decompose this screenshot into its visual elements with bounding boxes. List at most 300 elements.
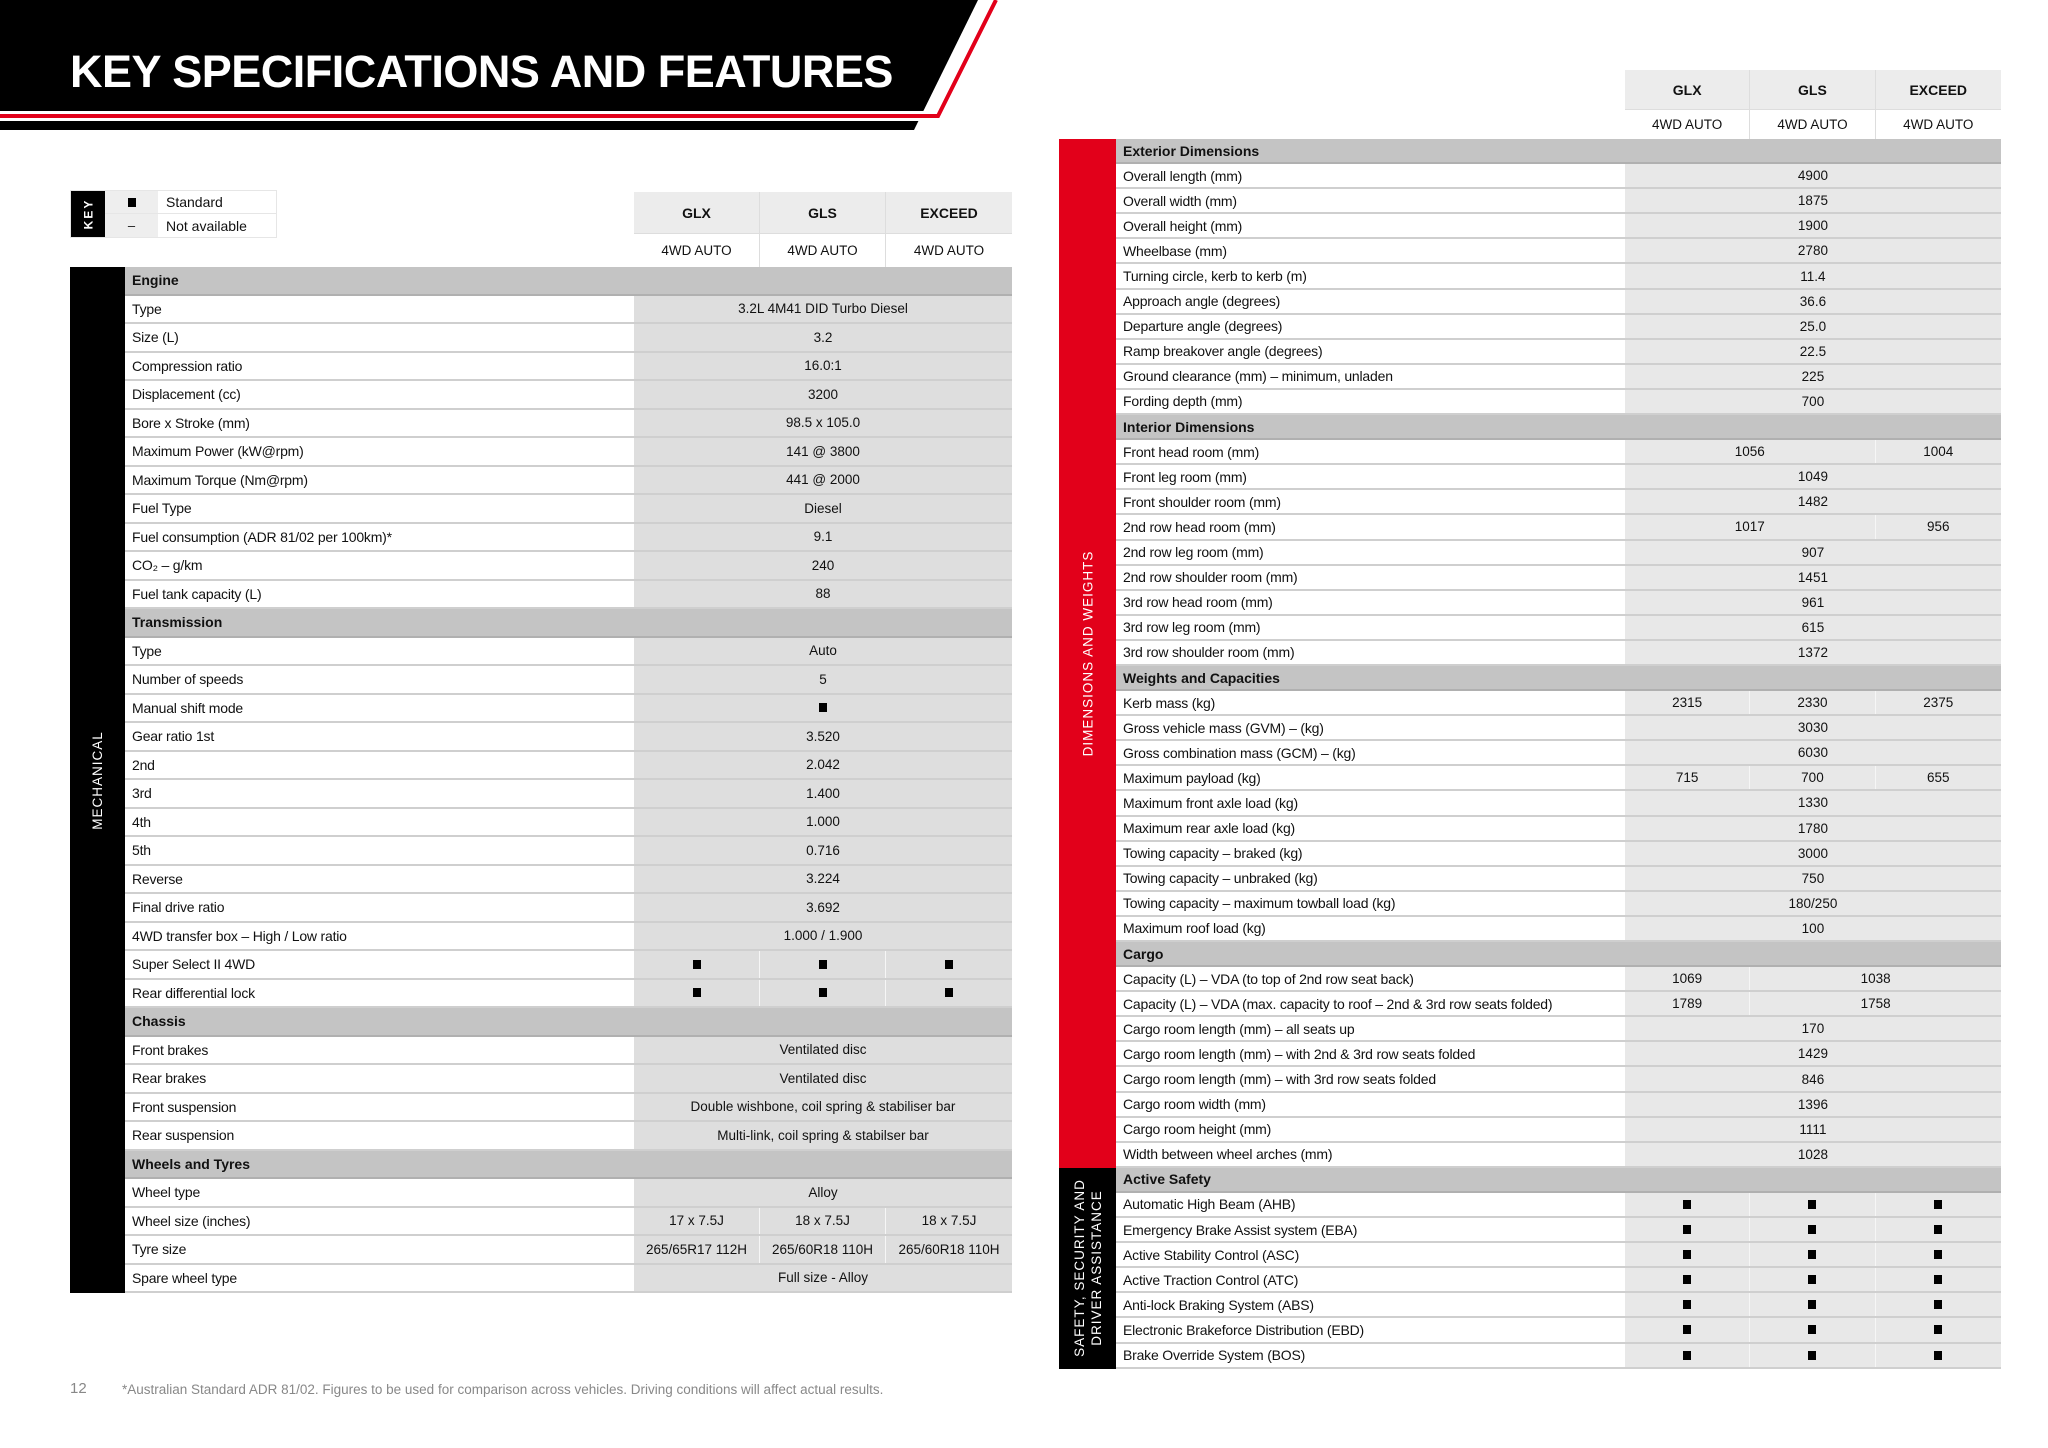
group-label: SAFETY, SECURITY AND DRIVER ASSISTANCE [1071, 1179, 1104, 1358]
table-row [125, 467, 1012, 496]
row-label: Ground clearance (mm) – minimum, unladen [1116, 365, 1625, 388]
row-value: 22.5 [1625, 340, 2001, 363]
table-row [125, 923, 1012, 952]
table-row [1116, 264, 2001, 289]
row-value: 170 [1625, 1017, 2001, 1040]
table-row [125, 324, 1012, 353]
row-label: Front brakes [125, 1037, 634, 1064]
row-value: 5 [634, 666, 1012, 693]
group-sidebar [70, 267, 125, 1293]
row-value: Auto [634, 638, 1012, 665]
table-row [125, 552, 1012, 581]
row-value: 265/60R18 110H [886, 1236, 1012, 1263]
row-label: Ramp breakover angle (degrees) [1116, 340, 1625, 363]
row-label: Type [125, 296, 634, 323]
table-row [125, 410, 1012, 439]
group-label: DIMENSIONS AND WEIGHTS [1080, 550, 1095, 757]
standard-square-icon [1934, 1300, 1942, 1309]
standard-square-icon [1808, 1200, 1816, 1209]
row-value: Multi-link, coil spring & stabilser bar [634, 1122, 1012, 1149]
row-value: 3200 [634, 381, 1012, 408]
table-row [125, 581, 1012, 610]
standard-square-icon [819, 960, 827, 969]
table-row [1116, 917, 2001, 942]
row-label: Rear brakes [125, 1065, 634, 1092]
key-not-available: – Not available [105, 214, 276, 237]
row-label: Active Traction Control (ATC) [1116, 1268, 1625, 1291]
row-value: 1017 [1625, 515, 1876, 538]
standard-square-icon [945, 960, 953, 969]
table-row [1116, 390, 2001, 415]
row-value [1750, 1268, 1875, 1291]
row-label: Compression ratio [125, 353, 634, 380]
group-rows [1116, 139, 2001, 1168]
row-value [1876, 1293, 2001, 1316]
variant-column-exceed [886, 192, 1012, 267]
row-value: 1900 [1625, 214, 2001, 237]
standard-square-icon [1934, 1200, 1942, 1209]
row-value: 3.2L 4M41 DID Turbo Diesel [634, 296, 1012, 323]
row-value: 4900 [1625, 164, 2001, 187]
standard-square-icon [1934, 1325, 1942, 1334]
row-label: Fuel tank capacity (L) [125, 581, 634, 608]
standard-square-icon [1808, 1250, 1816, 1259]
table-row [1116, 465, 2001, 490]
table-row [1116, 691, 2001, 716]
row-value: 265/60R18 110H [760, 1236, 886, 1263]
row-value [1750, 1193, 1875, 1216]
table-row [125, 780, 1012, 809]
variant-name: EXCEED [886, 192, 1012, 234]
table-row [1116, 616, 2001, 641]
table-row [125, 524, 1012, 553]
row-value: 0.716 [634, 837, 1012, 864]
standard-square-icon [1683, 1351, 1691, 1360]
row-label: Gear ratio 1st [125, 723, 634, 750]
row-value: 3.2 [634, 324, 1012, 351]
table-row [125, 1179, 1012, 1208]
table-row [125, 296, 1012, 325]
table-row [1116, 365, 2001, 390]
mechanical-spec-table [70, 192, 1012, 1293]
table-row [1116, 791, 2001, 816]
table-row [1116, 867, 2001, 892]
row-label: Departure angle (degrees) [1116, 315, 1625, 338]
table-row [1116, 591, 2001, 616]
table-row [125, 1122, 1012, 1151]
standard-square-icon [1934, 1275, 1942, 1284]
row-label: Capacity (L) – VDA (to top of 2nd row seat back) [1116, 967, 1625, 990]
row-label: Kerb mass (kg) [1116, 691, 1625, 714]
table-row [1116, 741, 2001, 766]
section-header: Weights and Capacities [1116, 666, 2001, 691]
row-value [1876, 1218, 2001, 1241]
row-label: 4WD transfer box – High / Low ratio [125, 923, 634, 950]
group-rows [125, 267, 1012, 1293]
row-value [1625, 1344, 1750, 1367]
variant-type: 4WD AUTO [1903, 117, 1974, 132]
row-value: 11.4 [1625, 264, 2001, 287]
row-label: Type [125, 638, 634, 665]
section-header: Active Safety [1116, 1168, 2001, 1193]
row-label: Spare wheel type [125, 1265, 634, 1292]
row-value [1625, 1268, 1750, 1291]
row-value [634, 951, 760, 978]
table-row [1116, 1193, 2001, 1218]
row-label: 2nd row head room (mm) [1116, 515, 1625, 538]
row-label: Overall width (mm) [1116, 189, 1625, 212]
row-value: Double wishbone, coil spring & stabiliser bar [634, 1094, 1012, 1121]
table-row [1116, 1042, 2001, 1067]
row-value [1876, 1318, 2001, 1341]
row-label: Electronic Brakeforce Distribution (EBD) [1116, 1318, 1625, 1341]
table-row [125, 837, 1012, 866]
table-row [1116, 641, 2001, 666]
row-value [1625, 1193, 1750, 1216]
row-label: Width between wheel arches (mm) [1116, 1143, 1625, 1166]
row-label: Maximum rear axle load (kg) [1116, 817, 1625, 840]
row-label: Towing capacity – braked (kg) [1116, 842, 1625, 865]
row-label: Overall length (mm) [1116, 164, 1625, 187]
row-label: Towing capacity – maximum towball load (kg) [1116, 892, 1625, 915]
standard-square-icon [945, 988, 953, 997]
row-value [1750, 1318, 1875, 1341]
page-number: 12 [70, 1380, 87, 1397]
table-row [1116, 290, 2001, 315]
row-value: 25.0 [1625, 315, 2001, 338]
row-value: 1451 [1625, 566, 2001, 589]
row-value: 615 [1625, 616, 2001, 639]
row-value: Full size - Alloy [634, 1265, 1012, 1292]
table-row [1116, 1017, 2001, 1042]
row-label: Displacement (cc) [125, 381, 634, 408]
row-label: Manual shift mode [125, 695, 634, 722]
table-row [1116, 1344, 2001, 1369]
section-header: Exterior Dimensions [1116, 139, 2001, 164]
standard-square-icon [1683, 1225, 1691, 1234]
row-value: 1038 [1750, 967, 2001, 990]
table-row [1116, 892, 2001, 917]
table-row [125, 1208, 1012, 1237]
row-label: Wheel type [125, 1179, 634, 1206]
row-value: 1069 [1625, 967, 1750, 990]
row-value: 98.5 x 105.0 [634, 410, 1012, 437]
row-label: Maximum payload (kg) [1116, 766, 1625, 789]
standard-square-icon [819, 988, 827, 997]
table-row [125, 438, 1012, 467]
table-row [125, 495, 1012, 524]
row-value: 2.042 [634, 752, 1012, 779]
group-label: MECHANICAL [90, 730, 106, 830]
spec-group [1059, 139, 2001, 1168]
row-label: Approach angle (degrees) [1116, 290, 1625, 313]
variant-name: GLS [1750, 70, 1874, 110]
table-row [1116, 992, 2001, 1017]
standard-square-icon [1808, 1300, 1816, 1309]
table-row [125, 695, 1012, 724]
row-label: Maximum front axle load (kg) [1116, 791, 1625, 814]
table-row [125, 723, 1012, 752]
row-label: CO₂ – g/km [125, 552, 634, 579]
standard-square-icon [1683, 1275, 1691, 1284]
row-label: Gross combination mass (GCM) – (kg) [1116, 741, 1625, 764]
row-label: Size (L) [125, 324, 634, 351]
row-value: 1111 [1625, 1118, 2001, 1141]
table-row [125, 752, 1012, 781]
row-value [1876, 1243, 2001, 1266]
row-value: 655 [1876, 766, 2001, 789]
row-value [1876, 1344, 2001, 1367]
row-value: Diesel [634, 495, 1012, 522]
table-row [1116, 1268, 2001, 1293]
table-row [125, 809, 1012, 838]
row-value: 1396 [1625, 1093, 2001, 1116]
row-label: 2nd row leg room (mm) [1116, 541, 1625, 564]
page-title: KEY SPECIFICATIONS AND FEATURES [70, 46, 893, 97]
row-value: 36.6 [1625, 290, 2001, 313]
row-value: 3.224 [634, 866, 1012, 893]
row-label: Front head room (mm) [1116, 440, 1625, 463]
spec-group [70, 267, 1012, 1293]
row-label: Emergency Brake Assist system (EBA) [1116, 1218, 1625, 1241]
row-label: Maximum Power (kW@rpm) [125, 438, 634, 465]
row-value: 3.692 [634, 894, 1012, 921]
row-value [886, 951, 1012, 978]
row-label: 4th [125, 809, 634, 836]
variant-column-glx [634, 192, 760, 267]
row-label: 2nd [125, 752, 634, 779]
standard-square-icon [1808, 1275, 1816, 1284]
row-label: Overall height (mm) [1116, 214, 1625, 237]
section-header: Wheels and Tyres [125, 1151, 1012, 1180]
row-label: 3rd row head room (mm) [1116, 591, 1625, 614]
row-value [1750, 1243, 1875, 1266]
table-row [1116, 1293, 2001, 1318]
table-row [1116, 315, 2001, 340]
row-label: Automatic High Beam (AHB) [1116, 1193, 1625, 1216]
row-value: 2375 [1876, 691, 2001, 714]
row-label: 2nd row shoulder room (mm) [1116, 566, 1625, 589]
row-value: 3.520 [634, 723, 1012, 750]
row-label: Fuel Type [125, 495, 634, 522]
standard-square-icon [1683, 1250, 1691, 1259]
row-value: 1.000 / 1.900 [634, 923, 1012, 950]
row-value: 1482 [1625, 490, 2001, 513]
row-label: Maximum roof load (kg) [1116, 917, 1625, 940]
row-label: Active Stability Control (ASC) [1116, 1243, 1625, 1266]
key-label: KEY [71, 191, 105, 237]
table-row [1116, 817, 2001, 842]
standard-square-icon [1808, 1325, 1816, 1334]
spec-group [1059, 1168, 2001, 1369]
table-row [125, 666, 1012, 695]
variant-name: GLX [1625, 70, 1749, 110]
row-label: Anti-lock Braking System (ABS) [1116, 1293, 1625, 1316]
table-row [125, 951, 1012, 980]
table-row [1116, 164, 2001, 189]
row-value [634, 980, 760, 1007]
standard-square-icon [693, 988, 701, 997]
table-row [1116, 1143, 2001, 1168]
row-label: Turning circle, kerb to kerb (m) [1116, 264, 1625, 287]
row-value: 1049 [1625, 465, 2001, 488]
row-value: 3030 [1625, 716, 2001, 739]
row-value: 750 [1625, 867, 2001, 890]
row-value: Ventilated disc [634, 1065, 1012, 1092]
row-value: 18 x 7.5J [760, 1208, 886, 1235]
row-label: Maximum Torque (Nm@rpm) [125, 467, 634, 494]
row-value: 2780 [1625, 239, 2001, 262]
group-rows [1116, 1168, 2001, 1369]
row-label: Final drive ratio [125, 894, 634, 921]
table-row [1116, 716, 2001, 741]
row-label: Fuel consumption (ADR 81/02 per 100km)* [125, 524, 634, 551]
table-row [125, 638, 1012, 667]
row-label: Front suspension [125, 1094, 634, 1121]
row-label: Cargo room height (mm) [1116, 1118, 1625, 1141]
row-label: Cargo room length (mm) – with 2nd & 3rd row seats folded [1116, 1042, 1625, 1065]
row-label: 3rd [125, 780, 634, 807]
row-value [634, 695, 1012, 722]
row-value: 956 [1876, 515, 2001, 538]
standard-square-icon [1808, 1351, 1816, 1360]
row-value [1876, 1193, 2001, 1216]
row-label: Rear suspension [125, 1122, 634, 1149]
row-value: 141 @ 3800 [634, 438, 1012, 465]
row-value: 100 [1625, 917, 2001, 940]
row-value: 265/65R17 112H [634, 1236, 760, 1263]
footnote: *Australian Standard ADR 81/02. Figures to be used for comparison across vehicles. Driving conditions will affect actual results. [122, 1382, 884, 1397]
table-row [1116, 967, 2001, 992]
row-value: 1789 [1625, 992, 1750, 1015]
row-value [760, 951, 886, 978]
row-value: 700 [1625, 390, 2001, 413]
row-value: 1028 [1625, 1143, 2001, 1166]
row-value [1625, 1293, 1750, 1316]
table-row [125, 980, 1012, 1009]
row-value [1625, 1218, 1750, 1241]
table-row [125, 894, 1012, 923]
row-value: 1004 [1876, 440, 2001, 463]
row-value [1876, 1268, 2001, 1291]
row-label: Brake Override System (BOS) [1116, 1344, 1625, 1367]
variant-column-exceed [1876, 70, 2001, 139]
variant-name: GLS [760, 192, 885, 234]
row-value: 1429 [1625, 1042, 2001, 1065]
row-value: 1758 [1750, 992, 2001, 1015]
row-value: 700 [1750, 766, 1875, 789]
table-row [1116, 1093, 2001, 1118]
row-label: Wheel size (inches) [125, 1208, 634, 1235]
row-value: 1056 [1625, 440, 1876, 463]
row-value: 715 [1625, 766, 1750, 789]
table-row [1116, 490, 2001, 515]
row-label: Gross vehicle mass (GVM) – (kg) [1116, 716, 1625, 739]
row-label: Reverse [125, 866, 634, 893]
table-row [125, 353, 1012, 382]
standard-square-icon [1683, 1200, 1691, 1209]
row-value: 88 [634, 581, 1012, 608]
table-row [1116, 766, 2001, 791]
table-row [125, 381, 1012, 410]
row-value [1625, 1318, 1750, 1341]
standard-square-icon [1934, 1225, 1942, 1234]
row-value [1625, 1243, 1750, 1266]
row-value: 9.1 [634, 524, 1012, 551]
group-sidebar [1059, 1168, 1116, 1369]
row-value: 1372 [1625, 641, 2001, 664]
standard-square-icon [1934, 1250, 1942, 1259]
row-value: 1780 [1625, 817, 2001, 840]
table-row [1116, 515, 2001, 540]
variant-type: 4WD AUTO [913, 243, 985, 258]
variant-column-gls [760, 192, 886, 267]
row-value: 1875 [1625, 189, 2001, 212]
row-value: 907 [1625, 541, 2001, 564]
table-row [1116, 1318, 2001, 1343]
table-row [125, 1037, 1012, 1066]
row-value [1750, 1344, 1875, 1367]
table-row [1116, 1243, 2001, 1268]
standard-square-icon [819, 703, 827, 712]
row-value [1750, 1293, 1875, 1316]
row-value: 1330 [1625, 791, 2001, 814]
table-row [1116, 214, 2001, 239]
row-value: 6030 [1625, 741, 2001, 764]
row-value [886, 980, 1012, 1007]
row-label: Front leg room (mm) [1116, 465, 1625, 488]
variant-column-glx [1625, 70, 1750, 139]
variant-column-gls [1750, 70, 1875, 139]
row-value: 2330 [1750, 691, 1875, 714]
table-row [1116, 340, 2001, 365]
variant-type: 4WD AUTO [787, 243, 858, 258]
row-label: Fording depth (mm) [1116, 390, 1625, 413]
row-value: 180/250 [1625, 892, 2001, 915]
row-label: 3rd row leg room (mm) [1116, 616, 1625, 639]
row-value: 17 x 7.5J [634, 1208, 760, 1235]
row-value: 2315 [1625, 691, 1750, 714]
row-value: 3000 [1625, 842, 2001, 865]
row-value: 225 [1625, 365, 2001, 388]
table-row [1116, 239, 2001, 264]
row-label: Cargo room length (mm) – all seats up [1116, 1017, 1625, 1040]
standard-square-icon [1934, 1351, 1942, 1360]
table-row [1116, 1118, 2001, 1143]
standard-square-icon [693, 960, 701, 969]
key-standard: Standard [105, 191, 276, 214]
row-label: Cargo room width (mm) [1116, 1093, 1625, 1116]
row-value: Alloy [634, 1179, 1012, 1206]
row-value: 1.400 [634, 780, 1012, 807]
row-label: Cargo room length (mm) – with 3rd row seats folded [1116, 1067, 1625, 1090]
standard-square-icon [1683, 1300, 1691, 1309]
table-row [1116, 1218, 2001, 1243]
table-row [125, 1094, 1012, 1123]
dimensions-safety-spec-table [1059, 70, 2001, 1369]
row-label: Capacity (L) – VDA (max. capacity to roof – 2nd & 3rd row seats folded) [1116, 992, 1625, 1015]
row-label: 5th [125, 837, 634, 864]
row-label: Number of speeds [125, 666, 634, 693]
variant-header [1625, 70, 2001, 139]
table-row [125, 1065, 1012, 1094]
section-header: Chassis [125, 1008, 1012, 1037]
variant-name: EXCEED [1876, 70, 2001, 110]
standard-square-icon [1808, 1225, 1816, 1234]
row-label: Rear differential lock [125, 980, 634, 1007]
row-value: 441 @ 2000 [634, 467, 1012, 494]
table-row [1116, 566, 2001, 591]
